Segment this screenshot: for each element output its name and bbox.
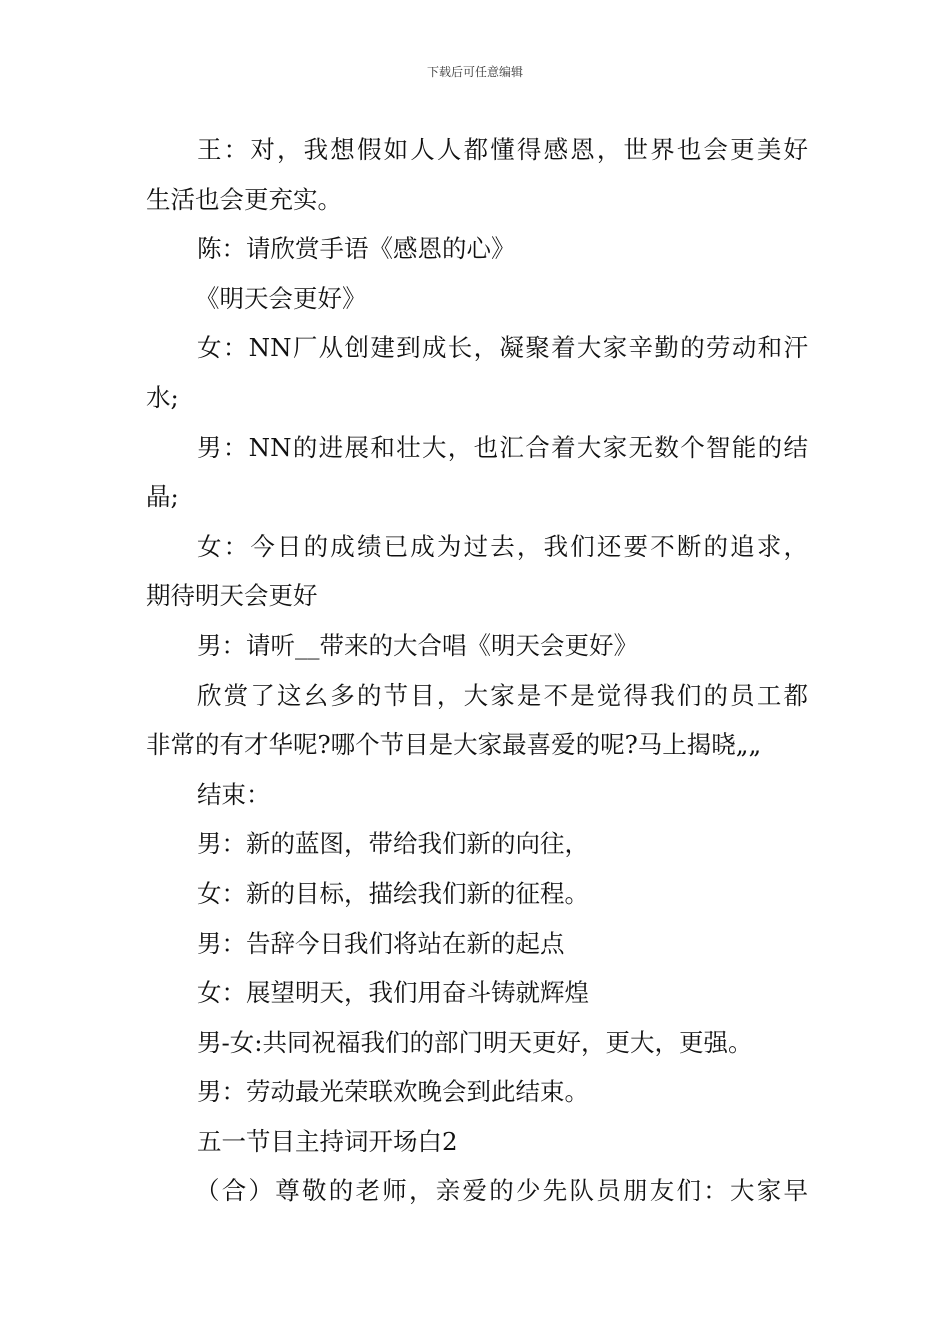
page-header: 下载后可任意编辑: [426, 65, 523, 79]
paragraph-line: 男-女:共同祝福我们的部门明天更好，更大，更强。: [197, 1027, 753, 1057]
paragraph-line: 男：新的蓝图，带给我们新的向往，: [197, 829, 589, 859]
paragraph-line: 女：今日的成绩已成为过去，我们还要不断的追求，: [197, 531, 808, 561]
section-heading: 五一节目主持词开场白2: [197, 1126, 458, 1156]
paragraph-line: 男：劳动最光荣联欢晚会到此结束。: [197, 1077, 589, 1107]
paragraph-line: 水;: [146, 382, 179, 412]
document-body: [146, 125, 808, 1216]
paragraph-line: 期待明天会更好: [146, 581, 318, 611]
paragraph-line: 男：NN的进展和壮大，也汇合着大家无数个智能的结: [197, 432, 808, 462]
paragraph-line: 男：告辞今日我们将站在新的起点: [197, 928, 565, 958]
paragraph-line: 陈：请欣赏手语《感恩的心》: [197, 234, 516, 264]
paragraph-line: 晶;: [146, 482, 179, 512]
paragraph-line: 欣赏了这幺多的节目，大家是不是觉得我们的员工都: [197, 680, 808, 710]
paragraph-line: 生活也会更充实。: [146, 184, 342, 214]
paragraph-line: 王：对，我想假如人人都懂得感恩，世界也会更美好: [197, 135, 808, 164]
paragraph-line: （合）尊敬的老师，亲爱的少先队员朋友们：大家早: [195, 1176, 808, 1206]
paragraph-line: 女：NN厂从创建到成长，凝聚着大家辛勤的劳动和汗: [197, 333, 808, 363]
paragraph-line: 结束：: [197, 779, 271, 809]
paragraph-line: 女：新的目标，描绘我们新的征程。: [197, 878, 589, 908]
paragraph-line: 男：请听__带来的大合唱《明天会更好》: [197, 630, 638, 660]
paragraph-line: 《明天会更好》: [195, 283, 367, 313]
paragraph-line: 女：展望明天，我们用奋斗铸就辉煌: [197, 978, 589, 1008]
paragraph-line: 非常的有才华呢?哪个节目是大家最喜爱的呢?马上揭晓„„: [146, 730, 762, 760]
